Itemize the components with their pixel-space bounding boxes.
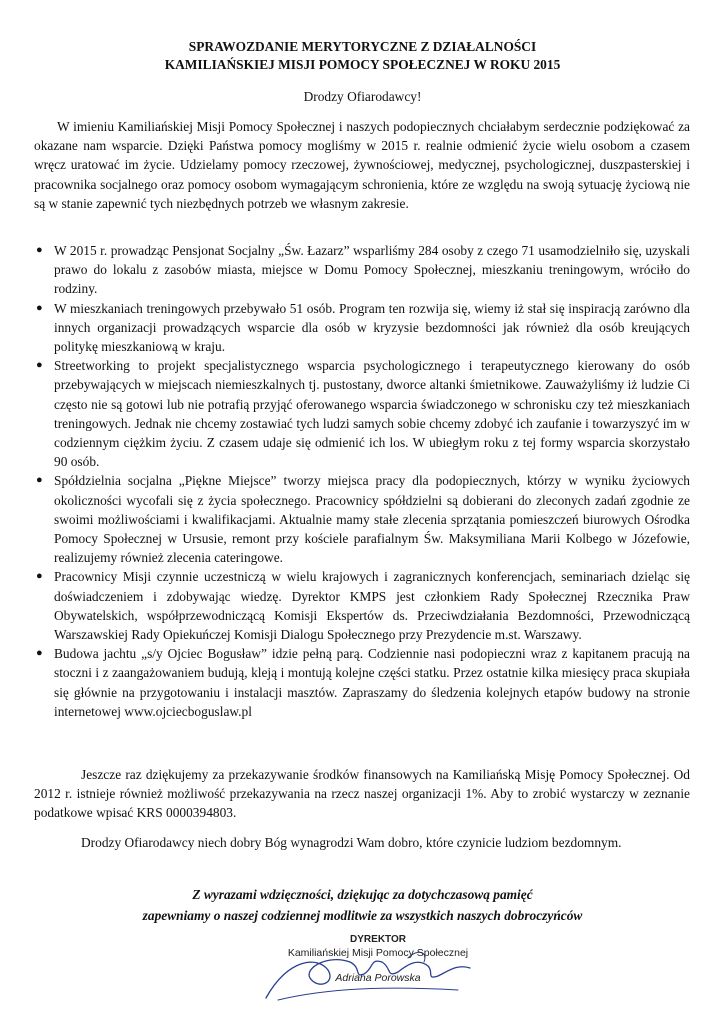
list-item-text: Pracownicy Misji czynnie uczestniczą w wielu krajowych i zagranicznych konferencjach, seminariach dzieląc się doświadczeniem i zdobywając wiedzę. Dyrektor KMPS jest członkiem Rady Społecznej Rzecznika Praw Obywatelskich, współprzewodniczącą Komisji Ekspertów ds. Przeciwdziałania Bezdomności, Przewodniczącą Warszawskiej Rady Opiekuńczej Komisji Dialogu Społecznego przy Prezydencie m.st. Warszawy. xyxy=(54,569,690,643)
list-item-text: Spółdzielnia socjalna „Piękne Miejsce” tworzy miejsca pracy dla podopiecznych, którzy w wyniku życiowych okoliczności wycofali się z życia społecznego. Pracownicy spółdzielni są dobierani do zleconych zadań zgodnie ze swoimi możliwościami i kwalifikacjami. Aktualnie mamy stałe zlecenia sprzątania pomieszczeń biurowych Ośrodka Pomocy Społecznej w Ursusie, remont przy kościele parafialnym Św. Maksymiliana Marii Kolbego w Józefowie, realizujemy również zlecenia cateringowe. xyxy=(54,473,690,566)
list-item xyxy=(34,241,690,299)
intro-paragraph: W imieniu Kamiliańskiej Misji Pomocy Społecznej i naszych podopiecznych chciałabym serdecznie podziękować za okazane nam wsparcie. Dzięki Państwa pomocy mogliśmy w 2015 r. realnie odmienić życie wielu osobom a czasem wręcz uratować im życie. Udzielamy pomocy rzeczowej, żywnościowej, medycznej, psychologicznej, duszpasterskiej i pracownika socjalnego oraz pomocy osobom wymagającym schronienia, które ze względu na swoją sytuację życiową nie są w stanie zapewnić tych niezbędnych potrzeb we własnym zakresie. xyxy=(34,119,690,211)
regards-line-1: Z wyrazami wdzięczności, dziękując za dotychczasową pamięć xyxy=(192,887,533,902)
bullet-icon: ● xyxy=(36,647,43,660)
list-item-text: Budowa jachtu „s/y Ojciec Bogusław” idzie pełną parą. Codziennie nasi podopieczni wraz z kapitanem pracują na stoczni i z zaangażowaniem budują, kleją i montują kolejne części statku. Przez ostatnie kilka miesięcy praca skupiała się głównie na przygotowaniu i instalacji masztów. Zapraszamy do śledzenia kolejnych etapów budowy na stronie internetowej www.ojciecboguslaw.pl xyxy=(54,646,690,719)
greeting: Drodzy Ofiarodawcy! xyxy=(303,89,422,104)
stamp-organization: Kamiliańskiej Misji Pomocy Społecznej xyxy=(287,947,469,959)
regards-block xyxy=(0,884,725,926)
closing-paragraph: Jeszcze raz dziękujemy za przekazywanie środków finansowych na Kamiliańską Misję Pomocy Społecznej. Od 2012 r. istnieje również możliwość przekazywania na rzecz naszej organizacji 1%. Aby to zrobić wystarczy w zeznanie podatkowe wpisać KRS 0000394803. xyxy=(34,767,690,821)
list-item-text: W mieszkaniach treningowych przebywało 51 osób. Program ten rozwija się, wiemy iż stał się inspiracją zarówno dla innych organizacji prowadzących wsparcie dla osób w kryzysie bezdomności jak również dla osób kreujących politykę mieszkaniową w kraju. xyxy=(54,300,690,355)
list-item xyxy=(34,471,690,567)
bullet-icon: ● xyxy=(36,301,43,314)
bullet-icon: ● xyxy=(36,359,43,372)
list-item-text: W 2015 r. prowadząc Pensjonat Socjalny „Św. Łazarz” wsparliśmy 284 osoby z czego 71 usamodzielniło się, uzyskali prawo do lokalu z zasobów miasta, miejsce w Domu Pomocy Społecznej, mieszkaniu treningowym, wróciło do rodziny. xyxy=(54,243,690,297)
activities-list xyxy=(34,241,690,721)
signature-stamp xyxy=(258,928,498,1014)
list-item xyxy=(34,567,690,644)
wish-paragraph: Drodzy Ofiarodawcy niech dobry Bóg wynagrodzi Wam dobro, które czynicie ludziom bezdomnym. xyxy=(81,835,622,850)
list-item-text: Streetworking to projekt specjalistycznego wsparcia psychologicznego i terapeutycznego kierowany do osób przebywających w miejscach niemieszkalnych tj. pustostany, dworce altanki śmietnikowe. Zauważyliśmy iż ludzie Ci często nie są gotowi lub nie potrafią przyjąć oferowanego wsparcia świadczonego w schronisku czy też mieszkaniach treningowych. Jednak nie chcemy zostawiać tych ludzi samych sobie chcemy zdobyć ich zaufanie i towarzyszyć im w codziennym ciężkim życiu. Z czasem udaje się odmienić ich los. W ubiegłym roku z tej formy wsparcia skorzystało 90 osób. xyxy=(54,358,690,470)
bullet-icon: ● xyxy=(36,244,43,256)
list-item xyxy=(34,356,690,471)
report-title-line-1: SPRAWOZDANIE MERYTORYCZNE Z DZIAŁALNOŚCI xyxy=(188,39,537,54)
bullet-icon: ● xyxy=(36,570,43,583)
list-item xyxy=(34,299,690,357)
list-item xyxy=(34,644,690,721)
report-title xyxy=(0,38,725,74)
regards-line-2: zapewniamy o naszej codziennej modlitwie za wszystkich naszych dobroczyńców xyxy=(142,908,583,923)
report-title-line-2: KAMILIAŃSKIEJ MISJI POMOCY SPOŁECZNEJ W ROKU 2015 xyxy=(164,57,561,72)
stamp-role: DYREKTOR xyxy=(350,934,406,945)
bullet-icon: ● xyxy=(36,474,43,487)
stamp-name: Adriana Porowska xyxy=(335,972,421,984)
